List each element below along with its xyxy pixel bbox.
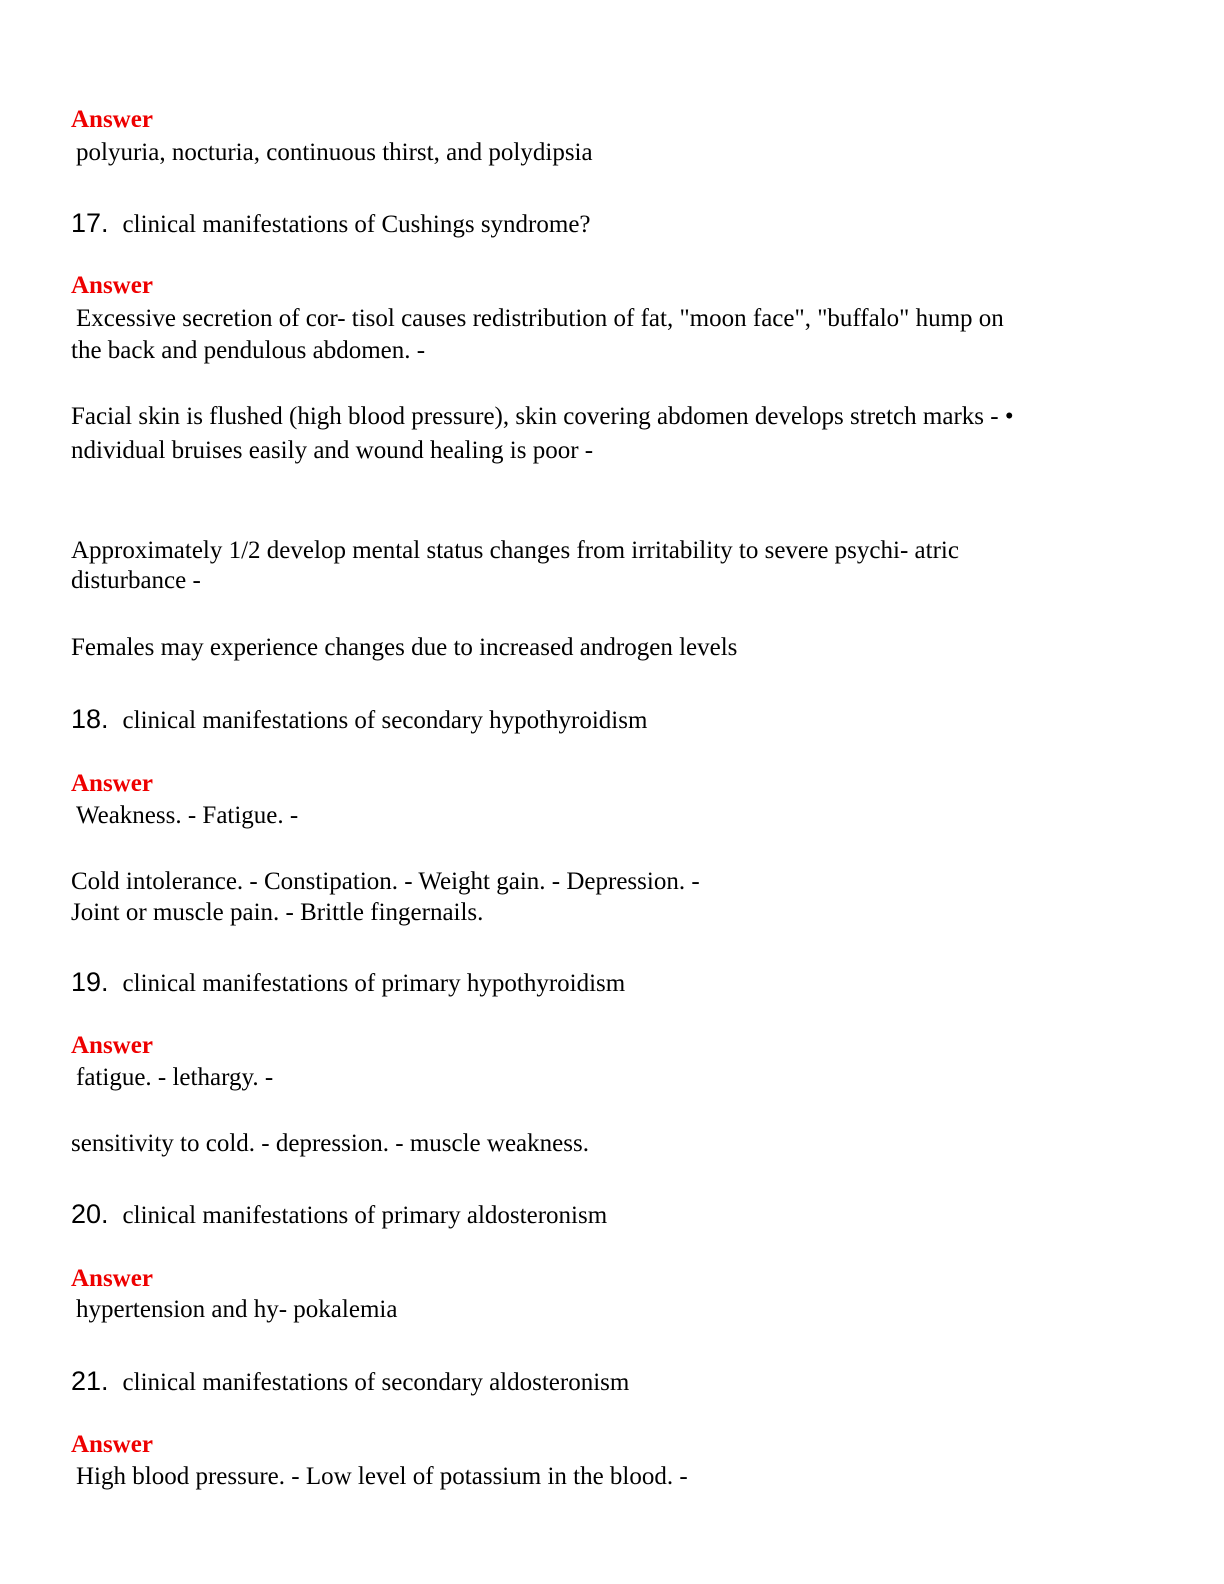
- answer-label: Answer: [71, 770, 153, 797]
- answer-label: Answer: [71, 272, 153, 299]
- answer-text: Weakness. - Fatigue. -: [76, 802, 299, 829]
- answer-label: Answer: [71, 1431, 153, 1458]
- answer-text: polyuria, nocturia, continuous thirst, and polydipsia: [76, 139, 593, 166]
- answer-text: fatigue. - lethargy. -: [76, 1064, 274, 1091]
- answer-text: Excessive secretion of cor- tisol causes redistribution of fat, "moon face", "buffalo" hump on: [76, 305, 1004, 332]
- question-number: 21.: [71, 1366, 109, 1396]
- question-19: [71, 967, 625, 999]
- answer-text: High blood pressure. - Low level of potassium in the blood. -: [76, 1463, 688, 1490]
- question-17: [71, 208, 591, 240]
- question-text: clinical manifestations of primary hypothyroidism: [122, 970, 626, 997]
- question-number: 17.: [71, 208, 109, 238]
- question-20: [71, 1199, 607, 1231]
- answer-text: ndividual bruises easily and wound healing is poor -: [71, 437, 594, 464]
- question-text: clinical manifestations of Cushings syndrome?: [122, 211, 591, 238]
- answer-text: the back and pendulous abdomen. -: [71, 337, 426, 364]
- question-text: clinical manifestations of secondary hypothyroidism: [122, 707, 648, 734]
- question-number: 18.: [71, 704, 109, 734]
- question-number: 19.: [71, 967, 109, 997]
- answer-text: Cold intolerance. - Constipation. - Weight gain. - Depression. -: [71, 868, 700, 895]
- question-18: [71, 704, 647, 736]
- answer-text: hypertension and hy- pokalemia: [76, 1296, 398, 1323]
- question-text: clinical manifestations of primary aldosteronism: [122, 1202, 608, 1229]
- question-text: clinical manifestations of secondary aldosteronism: [122, 1369, 630, 1396]
- answer-text: sensitivity to cold. - depression. - muscle weakness.: [71, 1130, 589, 1157]
- answer-label: Answer: [71, 1032, 153, 1059]
- answer-text: Facial skin is flushed (high blood pressure), skin covering abdomen develops stretch marks - •: [71, 403, 1014, 430]
- answer-text: Joint or muscle pain. - Brittle fingernails.: [71, 899, 484, 926]
- answer-text: Females may experience changes due to increased androgen levels: [71, 634, 738, 661]
- question-number: 20.: [71, 1199, 109, 1229]
- answer-label: Answer: [71, 1265, 153, 1292]
- answer-label: Answer: [71, 106, 153, 133]
- answer-text: disturbance -: [71, 567, 201, 594]
- question-21: [71, 1366, 629, 1398]
- answer-text: Approximately 1/2 develop mental status changes from irritability to severe psychi- atric: [71, 537, 959, 564]
